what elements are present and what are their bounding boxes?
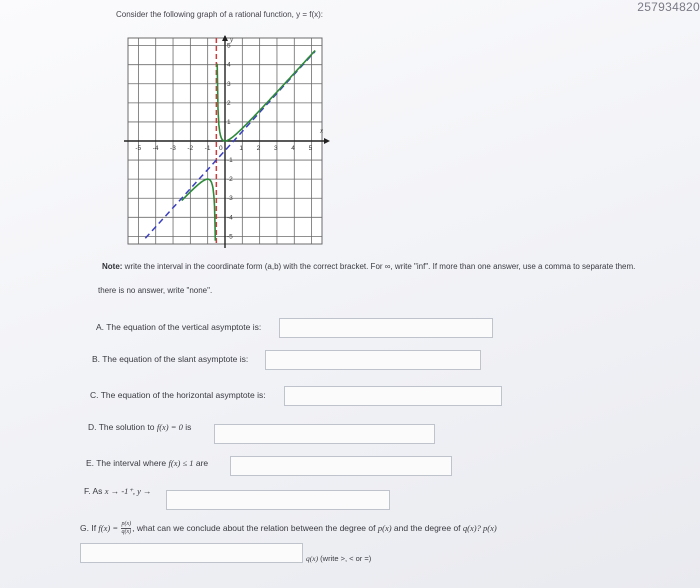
y-tick-label: -5	[227, 233, 233, 241]
question-header: Consider the following graph of a rational function, y = f(x):	[116, 10, 323, 19]
slant-asymptote-input[interactable]	[265, 350, 481, 370]
interval-input[interactable]	[230, 456, 452, 476]
question-id: 257934820	[637, 0, 700, 14]
x-tick-label: -2	[187, 145, 194, 152]
y-tick-label: 3	[227, 80, 231, 88]
degree-relation-input[interactable]	[80, 543, 303, 563]
x-tick-label: -4	[152, 145, 159, 152]
x-tick-label: 5	[308, 145, 313, 152]
zero-solution-input[interactable]	[214, 424, 435, 444]
y-tick-label: 5	[227, 42, 231, 50]
y-tick-label: 1	[227, 118, 231, 126]
horizontal-asymptote-input[interactable]	[284, 386, 502, 406]
y-axis-label: y	[230, 36, 234, 44]
y-tick-label: 4	[227, 61, 231, 69]
x-tick-label: 4	[291, 145, 295, 152]
fraction: $\frac{p(x)}{q(x)}$	[121, 521, 132, 535]
question-e-label: E. The interval where f(x) ≤ 1 are	[86, 458, 209, 468]
y-tick-label: 2	[227, 99, 231, 107]
y-tick-label: -4	[227, 214, 233, 222]
y-tick-label: -1	[227, 157, 233, 165]
degree-relation-hint: q(x) (write >, < or =)	[306, 554, 372, 563]
x-tick-label: 2	[256, 145, 261, 152]
note-prefix: Note:	[102, 262, 123, 271]
question-c-label: C. The equation of the horizontal asymptote is:	[90, 390, 266, 400]
rational-function-graph	[120, 32, 330, 250]
question-g-label: G. If f(x) = $\frac{p(x)}{q(x)}$ , what can we conclude about the relation between the degree of p(x) and the degree of q(x)? p(x)	[80, 521, 497, 535]
vertical-asymptote-input[interactable]	[279, 318, 493, 338]
question-a-label: A. The equation of the vertical asymptote is:	[96, 322, 262, 332]
question-d-label: D. The solution to f(x) = 0 is	[88, 422, 192, 432]
x-tick-label: -1	[204, 145, 211, 152]
x-tick-label: -5	[135, 145, 142, 152]
question-f-label: F. As x → -1⁺, y →	[84, 486, 152, 496]
note-continuation: there is no answer, write "none".	[98, 286, 213, 295]
x-axis-label: x	[320, 127, 324, 135]
y-tick-label: -2	[227, 176, 233, 184]
x-tick-label: 1	[239, 145, 243, 152]
y-tick-label: -3	[227, 195, 233, 203]
x-tick-label: 3	[273, 145, 278, 152]
x-tick-label: 0	[219, 145, 223, 152]
question-b-label: B. The equation of the slant asymptote is:	[92, 354, 249, 364]
limit-input[interactable]	[166, 490, 390, 510]
note-body: write the interval in the coordinate form (a,b) with the correct bracket. For ∞, write "inf". If more than one answer, use a comma to separate them.	[122, 262, 636, 271]
x-tick-label: -3	[170, 145, 176, 152]
note-text	[102, 262, 700, 272]
x-axis-arrow	[324, 138, 330, 144]
